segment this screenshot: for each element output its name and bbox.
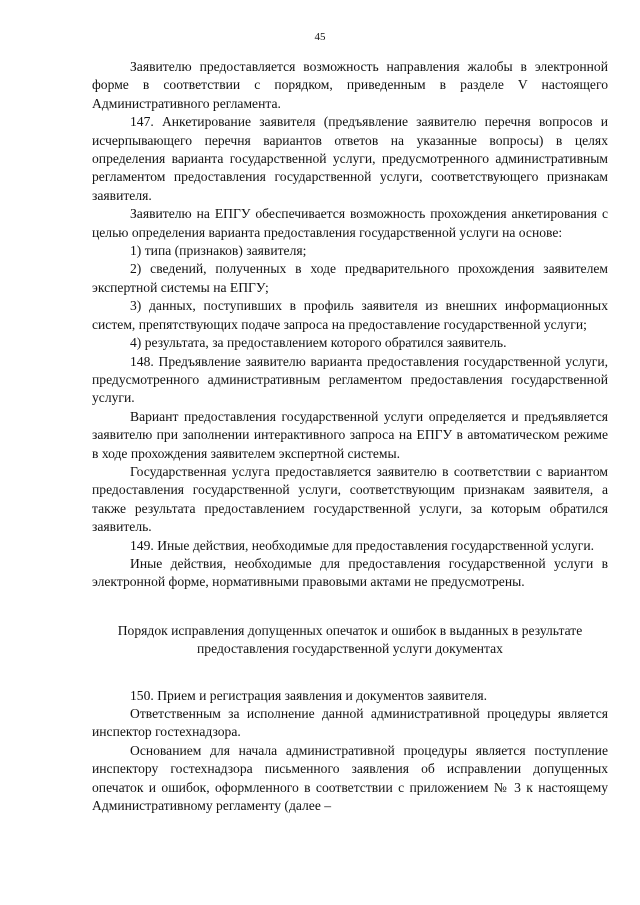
- paragraph: 148. Предъявление заявителю варианта предоставления государственной услуги, предусмотренного административным регламентом предоставления государственной услуги.: [92, 353, 608, 406]
- paragraph: 1) типа (признаков) заявителя;: [130, 243, 307, 259]
- paragraph: Заявителю на ЕПГУ обеспечивается возможность прохождения анкетирования с целью определения варианта предоставления государственной услуги на основе:: [92, 206, 608, 240]
- paragraph: Государственная услуга предоставляется заявителю в соответствии с вариантом предоставления государственной услуги, соответствующим признакам заявителя, а также результата предоставлением государственной услуги, за которым обратился заявитель.: [92, 463, 608, 535]
- paragraph: 150. Прием и регистрация заявления и документов заявителя.: [130, 687, 488, 703]
- paragraph: 4) результата, за предоставлением которого обратился заявитель.: [130, 335, 507, 351]
- paragraph: Основанием для начала административной процедуры является поступление инспектору гостехнадзора письменного заявления об исправлении допущенных опечаток и ошибок, оформленного в соответствии с приложением № 3 к настоящему Административному регламенту (далее –: [92, 742, 608, 814]
- paragraph: 147. Анкетирование заявителя (предъявление заявителю перечня вопросов и исчерпывающего перечня вариантов ответов на указанные вопросы) в целях определения варианта государственной услуги, предусмотренного административным регламентом предоставления государственной услуги, соответствующего признакам заявителя.: [92, 114, 608, 203]
- paragraph: Ответственным за исполнение данной административной процедуры является инспектор гостехнадзора.: [92, 706, 608, 740]
- paragraph: 3) данных, поступивших в профиль заявителя из внешних информационных систем, препятствующих подаче запроса на предоставление государственной услуги;: [92, 298, 608, 332]
- paragraph: Иные действия, необходимые для предоставления государственной услуги в электронной форме, нормативными правовыми актами не предусмотрены.: [92, 555, 608, 590]
- paragraph: 2) сведений, полученных в ходе предварительного прохождения заявителем экспертной системы на ЕПГУ;: [92, 261, 608, 295]
- paragraph: Вариант предоставления государственной услуги определяется и предъявляется заявителю при заполнении интерактивного запроса на ЕПГУ в автоматическом режиме в ходе прохождения заявителем экспертной системы.: [92, 408, 608, 461]
- page-number: 45: [314, 31, 326, 43]
- paragraph: Заявителю предоставляется возможность направления жалобы в электронной форме в соответствии с порядком, приведенным в разделе V настоящего Административного регламента.: [92, 59, 608, 111]
- section-heading: Порядок исправления допущенных опечаток и ошибок в выданных в результате предоставления государственной услуги документах: [117, 622, 583, 657]
- paragraph: 149. Иные действия, необходимые для предоставления государственной услуги.: [130, 537, 595, 553]
- document-body: [92, 58, 608, 815]
